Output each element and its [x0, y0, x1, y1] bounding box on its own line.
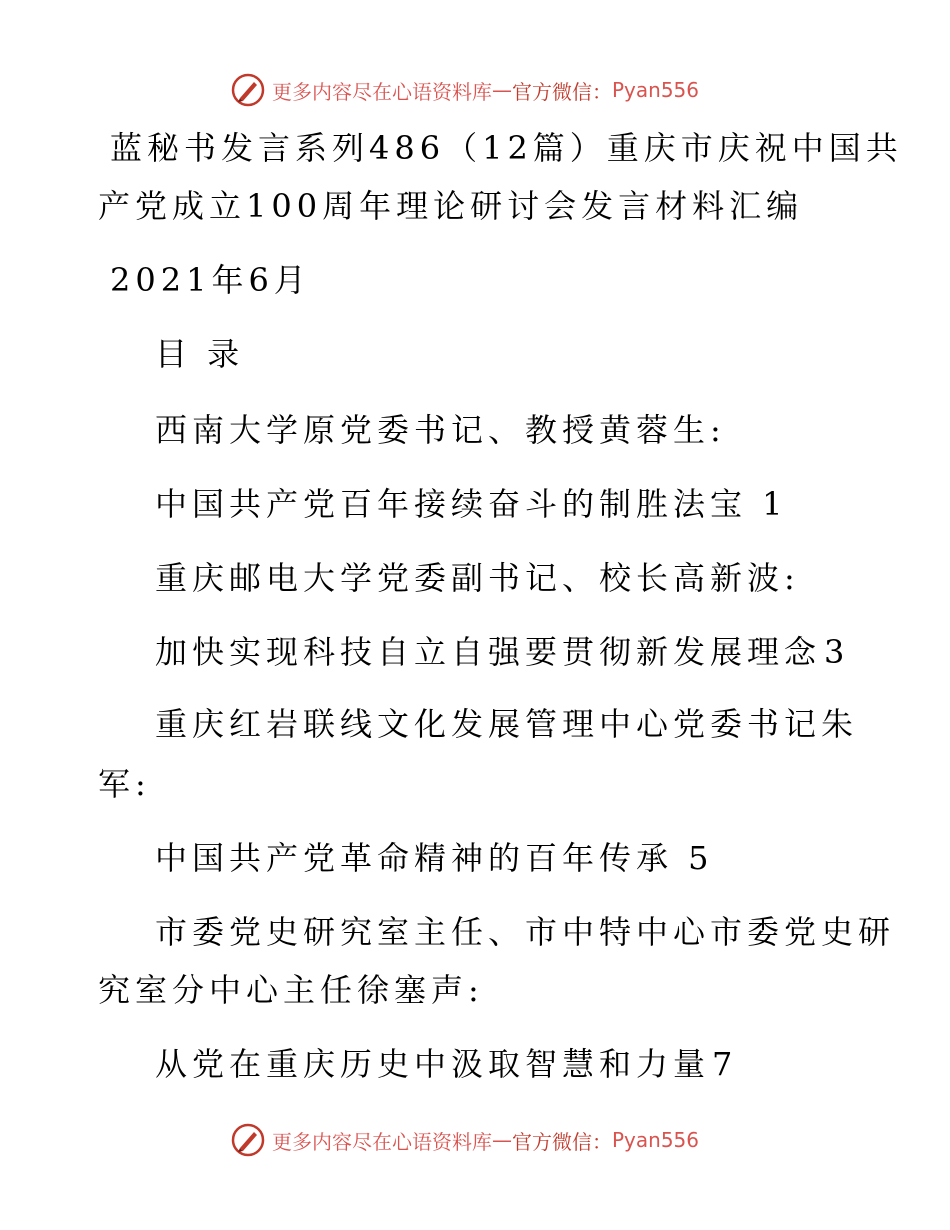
toc-heading: 目 录	[155, 335, 245, 373]
watermark-text: 更多内容尽在心语资料库	[272, 1129, 492, 1154]
toc-entry-1-title: 中国共产党百年接续奋斗的制胜法宝 1	[155, 485, 788, 523]
watermark-bottom	[230, 1120, 699, 1160]
watermark-label: 官方微信：	[512, 79, 612, 104]
watermark-account: Pyan556	[612, 78, 700, 102]
toc-entry-1-author: 西南大学原党委书记、教授黄蓉生:	[155, 411, 726, 449]
toc-entry-4-author-line-2: 究室分中心主任徐塞声:	[98, 971, 484, 1009]
toc-entry-2-author: 重庆邮电大学党委副书记、校长高新波:	[155, 559, 800, 597]
watermark-separator: —	[492, 1128, 512, 1152]
toc-entry-3-title: 中国共产党革命精神的百年传承 5	[155, 839, 714, 877]
toc-entry-4-page: 7	[712, 1045, 738, 1083]
doc-title-line-2: 产党成立100周年理论研讨会发言材料汇编	[98, 187, 804, 225]
watermark-top	[230, 70, 699, 110]
doc-date: 2021年6月	[110, 261, 311, 299]
doc-title-line-1: 蓝秘书发言系列486（12篇）重庆市庆祝中国共	[110, 129, 903, 167]
toc-entry-4-title: 从党在重庆历史中汲取智慧和力量	[155, 1045, 711, 1083]
pen-logo-icon	[230, 72, 266, 108]
toc-entry-3-author-line-1: 重庆红岩联线文化发展管理中心党委书记朱	[155, 705, 859, 743]
toc-entry-4-author-line-1: 市委党史研究室主任、市中特中心市委党史研	[155, 913, 896, 951]
toc-entry-2-page: 3	[824, 633, 850, 671]
watermark-separator: —	[492, 78, 512, 102]
watermark-account: Pyan556	[612, 1128, 700, 1152]
toc-entry-2-title: 加快实现科技自立自强要贯彻新发展理念	[155, 633, 822, 671]
watermark-label: 官方微信：	[512, 1129, 612, 1154]
watermark-text: 更多内容尽在心语资料库	[272, 79, 492, 104]
toc-entry-3-author-line-2: 军:	[98, 765, 151, 803]
pen-logo-icon	[230, 1122, 266, 1158]
